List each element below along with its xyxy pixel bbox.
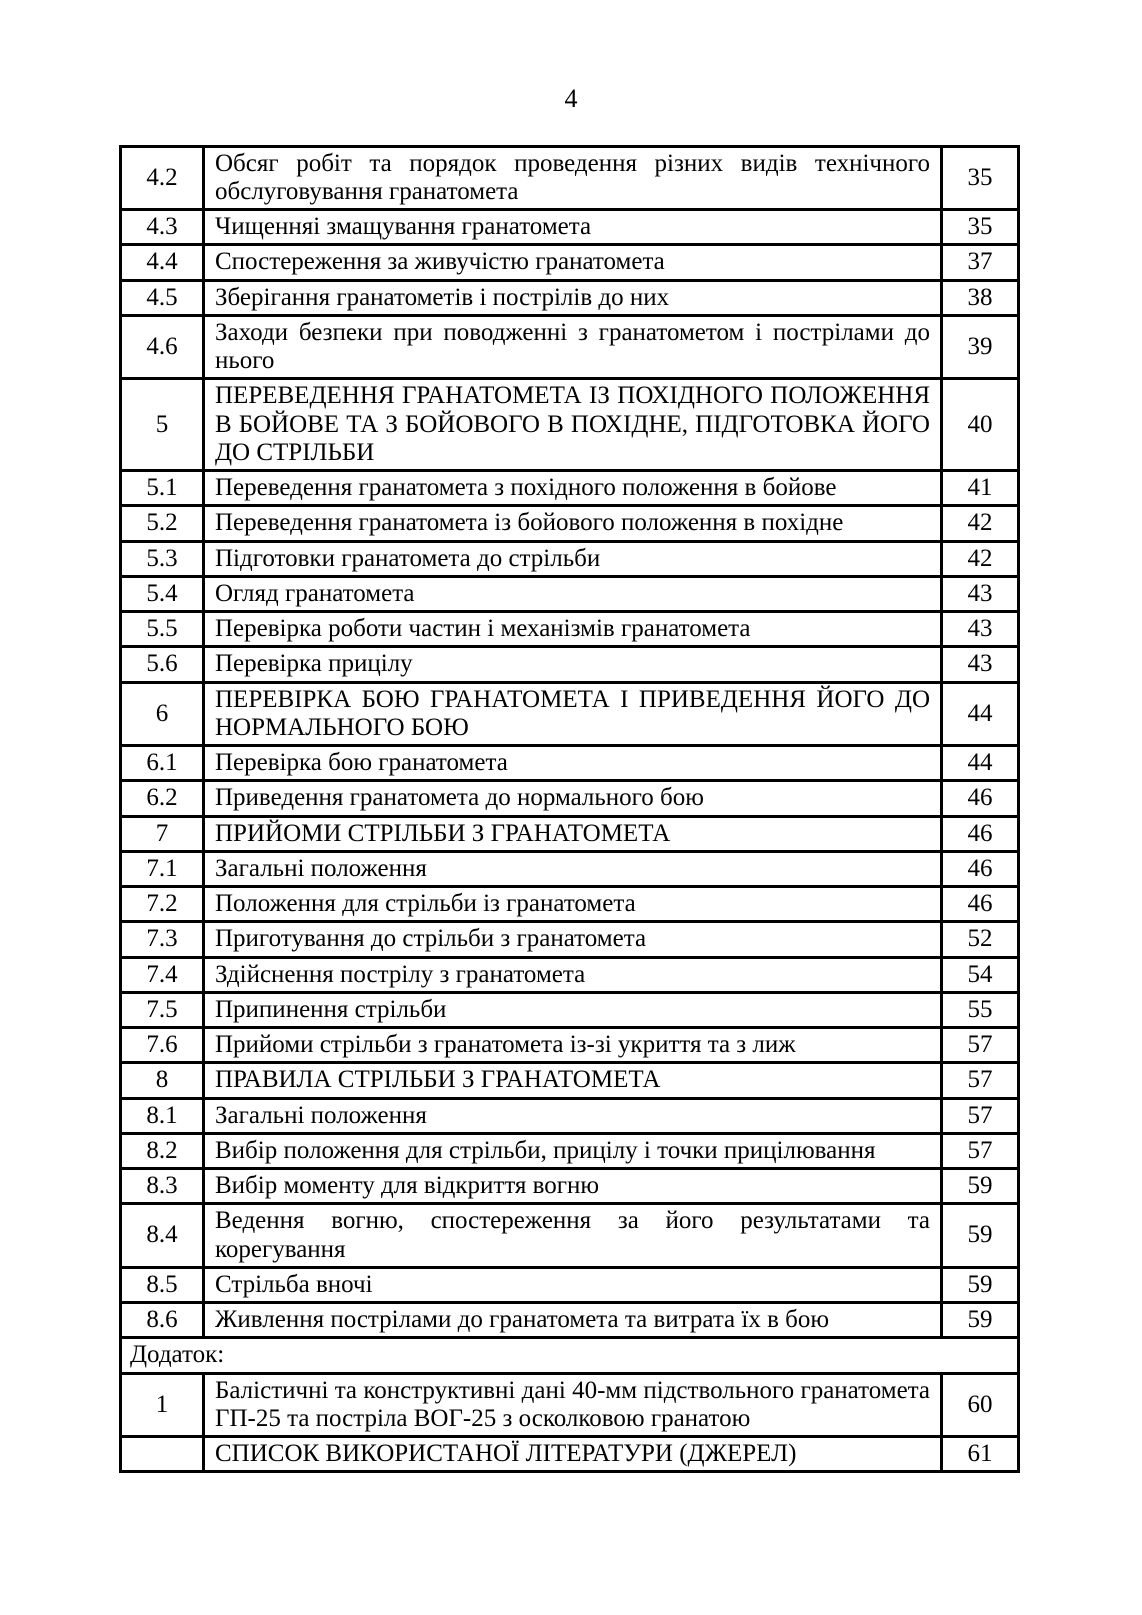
toc-row <box>121 506 1019 541</box>
toc-row-number: 7.5 <box>121 992 204 1027</box>
toc-row-title: ПРАВИЛА СТРІЛЬБИ З ГРАНАТОМЕТА <box>204 1063 942 1098</box>
toc-row-page: 43 <box>942 647 1019 682</box>
toc-row <box>121 315 1019 379</box>
toc-row-number: 6.2 <box>121 781 204 816</box>
toc-row-page: 46 <box>942 781 1019 816</box>
toc-row-number: 7.6 <box>121 1028 204 1063</box>
toc-row-title: Перевірка бою гранатомета <box>204 746 942 781</box>
toc-row-page: 39 <box>942 315 1019 379</box>
toc-row-number: 5.6 <box>121 647 204 682</box>
toc-row-page: 59 <box>942 1204 1019 1268</box>
toc-row-number: 8.1 <box>121 1098 204 1133</box>
toc-row-title: Здійснення пострілу з гранатомета <box>204 957 942 992</box>
toc-row <box>121 1169 1019 1204</box>
toc-row-page: 57 <box>942 1133 1019 1168</box>
toc-row-number: 7.3 <box>121 922 204 957</box>
toc-row-title: Прийоми стрільби з гранатомета із-зі укриття та з лиж <box>204 1028 942 1063</box>
toc-row <box>121 1063 1019 1098</box>
toc-row-title: Огляд гранатомета <box>204 576 942 611</box>
toc-row-title: Живлення пострілами до гранатомета та витрата їх в бою <box>204 1303 942 1338</box>
toc-row-number: 5.5 <box>121 612 204 647</box>
toc-row <box>121 992 1019 1027</box>
toc-row-number: 7.4 <box>121 957 204 992</box>
toc-section-row <box>121 1338 1019 1373</box>
toc-row <box>121 682 1019 746</box>
toc-row-number: 5.3 <box>121 541 204 576</box>
toc-row-number: 4.6 <box>121 315 204 379</box>
toc-row <box>121 746 1019 781</box>
toc-row-page: 40 <box>942 379 1019 471</box>
page-number: 4 <box>564 84 578 113</box>
toc-row-page: 42 <box>942 506 1019 541</box>
toc-row-title: Балістичні та конструктивні дані 40-мм підствольного гранатомета ГП-25 та постріла ВОГ-25 з осколковою гранатою <box>204 1373 942 1437</box>
toc-row-page: 35 <box>942 210 1019 245</box>
toc-row-page: 59 <box>942 1169 1019 1204</box>
toc-row-page: 43 <box>942 612 1019 647</box>
toc-row-page: 38 <box>942 280 1019 315</box>
toc-row-number: 4.2 <box>121 146 204 210</box>
toc-row-page: 57 <box>942 1098 1019 1133</box>
toc-row <box>121 1028 1019 1063</box>
toc-row <box>121 576 1019 611</box>
toc-row <box>121 1373 1019 1437</box>
toc-row-page: 43 <box>942 576 1019 611</box>
toc-row <box>121 887 1019 922</box>
toc-row-number: 8.3 <box>121 1169 204 1204</box>
toc-row-page: 44 <box>942 682 1019 746</box>
toc-row-title: Перевірка прицілу <box>204 647 942 682</box>
toc-row-number: 8.5 <box>121 1267 204 1302</box>
toc-row <box>121 612 1019 647</box>
toc-row <box>121 1098 1019 1133</box>
toc-row <box>121 280 1019 315</box>
toc-row <box>121 471 1019 506</box>
toc-row-title: Припинення стрільби <box>204 992 942 1027</box>
toc-row-title: Переведення гранатомета з похідного положення в бойове <box>204 471 942 506</box>
toc-row-title: Положення для стрільби із гранатомета <box>204 887 942 922</box>
toc-row-number: 7.1 <box>121 851 204 886</box>
toc-row-title: Перевірка роботи частин і механізмів гранатомета <box>204 612 942 647</box>
toc-row <box>121 210 1019 245</box>
toc-row-number: 4.5 <box>121 280 204 315</box>
toc-row <box>121 957 1019 992</box>
toc-row <box>121 379 1019 471</box>
toc-row-title: ПЕРЕВІРКА БОЮ ГРАНАТОМЕТА І ПРИВЕДЕННЯ ЙОГО ДО НОРМАЛЬНОГО БОЮ <box>204 682 942 746</box>
toc-row-number: 8 <box>121 1063 204 1098</box>
toc-row-number: 5.1 <box>121 471 204 506</box>
toc-row-title: Приготування до стрільби з гранатомета <box>204 922 942 957</box>
toc-row-page: 57 <box>942 1063 1019 1098</box>
toc-row-title: Переведення гранатомета із бойового положення в похідне <box>204 506 942 541</box>
toc-row-page: 59 <box>942 1303 1019 1338</box>
toc-row <box>121 1303 1019 1338</box>
toc-row <box>121 1267 1019 1302</box>
toc-row-number: 1 <box>121 1373 204 1437</box>
toc-row-title: Загальні положення <box>204 851 942 886</box>
toc-row <box>121 851 1019 886</box>
toc-row-page: 60 <box>942 1373 1019 1437</box>
toc-row-number: 7 <box>121 816 204 851</box>
toc-row-page: 46 <box>942 851 1019 886</box>
toc-row-title: Приведення гранатомета до нормального бою <box>204 781 942 816</box>
toc-row-number: 4.3 <box>121 210 204 245</box>
toc-section-label: Додаток: <box>121 1338 1019 1373</box>
toc-row <box>121 922 1019 957</box>
toc-row-title: ПЕРЕВЕДЕННЯ ГРАНАТОМЕТА ІЗ ПОХІДНОГО ПОЛОЖЕННЯ В БОЙОВЕ ТА З БОЙОВОГО В ПОХІДНЕ, ПІДГОТОВКА ЙОГО ДО СТРІЛЬБИ <box>204 379 942 471</box>
toc-row-page: 44 <box>942 746 1019 781</box>
toc-row <box>121 816 1019 851</box>
toc-row-title: Заходи безпеки при поводженні з гранатометом і пострілами до нього <box>204 315 942 379</box>
toc-row-page: 46 <box>942 816 1019 851</box>
toc-row <box>121 1133 1019 1168</box>
toc-row-page: 52 <box>942 922 1019 957</box>
toc-row-number: 6 <box>121 682 204 746</box>
toc-row <box>121 781 1019 816</box>
toc-row-number: 6.1 <box>121 746 204 781</box>
toc-table <box>119 145 1020 1474</box>
toc-row-title: Вибір моменту для відкриття вогню <box>204 1169 942 1204</box>
toc-row-title: Зберігання гранатометів і пострілів до них <box>204 280 942 315</box>
toc-row-number: 7.2 <box>121 887 204 922</box>
toc-row-number: 4.4 <box>121 245 204 280</box>
toc-row-number: 8.6 <box>121 1303 204 1338</box>
toc-row-number: 5 <box>121 379 204 471</box>
toc-row-number: 8.2 <box>121 1133 204 1168</box>
toc-row-page: 41 <box>942 471 1019 506</box>
toc-row-title: Ведення вогню, спостереження за його результатами та корегування <box>204 1204 942 1268</box>
toc-row-title: Чищенняі змащування гранатомета <box>204 210 942 245</box>
toc-row-page: 46 <box>942 887 1019 922</box>
toc-row-page: 42 <box>942 541 1019 576</box>
toc-row-page: 35 <box>942 146 1019 210</box>
toc-row-number: 5.2 <box>121 506 204 541</box>
toc-row-title: Вибір положення для стрільби, прицілу і точки прицілювання <box>204 1133 942 1168</box>
toc-row-page: 59 <box>942 1267 1019 1302</box>
toc-row-number: 8.4 <box>121 1204 204 1268</box>
toc-body <box>121 146 1019 1472</box>
toc-row-title: Підготовки гранатомета до стрільби <box>204 541 942 576</box>
toc-row-title: Спостереження за живучістю гранатомета <box>204 245 942 280</box>
toc-row <box>121 541 1019 576</box>
toc-row <box>121 245 1019 280</box>
toc-row-page: 61 <box>942 1437 1019 1472</box>
toc-row <box>121 146 1019 210</box>
toc-row-number: 5.4 <box>121 576 204 611</box>
toc-row <box>121 1437 1019 1472</box>
toc-row-title: Стрільба вночі <box>204 1267 942 1302</box>
toc-row-number <box>121 1437 204 1472</box>
toc-row-title: ПРИЙОМИ СТРІЛЬБИ З ГРАНАТОМЕТА <box>204 816 942 851</box>
toc-row-page: 57 <box>942 1028 1019 1063</box>
toc-row-title: Загальні положення <box>204 1098 942 1133</box>
toc-row-page: 55 <box>942 992 1019 1027</box>
toc-row-title: СПИСОК ВИКОРИСТАНОЇ ЛІТЕРАТУРИ (ДЖЕРЕЛ) <box>204 1437 942 1472</box>
toc-row <box>121 1204 1019 1268</box>
toc-row-page: 37 <box>942 245 1019 280</box>
toc-row-title: Обсяг робіт та порядок проведення різних видів технічного обслуговування гранатомета <box>204 146 942 210</box>
toc-row <box>121 647 1019 682</box>
toc-row-page: 54 <box>942 957 1019 992</box>
